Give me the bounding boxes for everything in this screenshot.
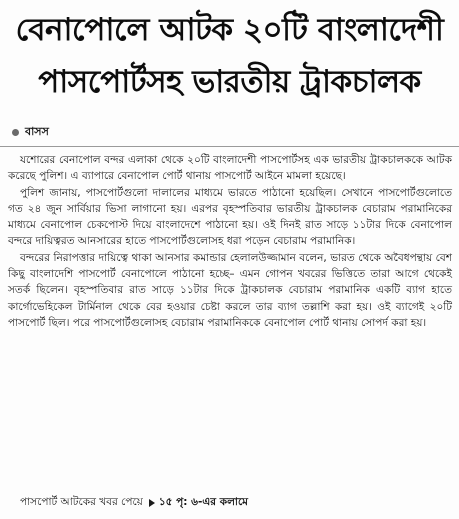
article-body [8,152,452,331]
headline-line-2: পাসপোর্টসহ ভারতীয় ট্রাকচালক [38,64,421,100]
paragraph-1: যশোরের বেনাপোল বন্দর এলাকা থেকে ২০টি বাংলাদেশী পাসপোর্টসহ এক ভারতীয় ট্রাকচালককে আটক করেছে পুলিশ। এ ব্যাপারে বেনাপোল পোর্ট থানায় পাসপোর্ট আইনে মামলা হয়েছে। [8,154,452,183]
arrow-right-icon [149,499,155,507]
divider [0,146,459,147]
byline-source: বাসস [25,124,49,138]
article-last-line [8,494,452,512]
continuation-text: ১৫ পৃ: ৬-এর কলামে [158,495,248,508]
headline-line-1: বেনাপোলে আটক ২০টি বাংলাদেশী [15,12,444,48]
last-line-text: পাসপোর্ট আটকের খবর পেয়ে [20,495,143,508]
byline [12,122,49,142]
paragraph-2: পুলিশ জানায়, পাসপোর্টগুলো দালালের মাধ্যমে ভারতে পাঠানো হয়েছিল। সেখানে পাসপোর্টগুলোতে গত ২৪ জুন সার্বিয়ার ভিসা লাগানো হয়। এরপর বৃহস্পতিবার ভারতীয় ট্রাকচালক বেচারাম পরামানিকের মাধ্যমে বেনাপোল চেকপোস্ট দিয়ে বাংলাদেশে পাঠানো হয়। ওই দিনই রাত সাড়ে ১১টার দিকে বেনাপোল বন্দরে দায়িত্বরত আনসারের হাতে পাসপোর্টগুলোসহ ধরা পড়েন বেচারাম পরামানিক। [8,186,452,248]
continuation-note [149,495,248,512]
paragraph-3: বন্দরের নিরাপত্তার দায়িত্বে থাকা আনসার কমান্ডার হেলালউজ্জামান বলেন, ভারত থেকে অবৈধপন্থায় বেশ কিছু বাংলাদেশি পাসপোর্ট বেনাপোলে পাঠানো হচ্ছে– এমন গোপন খবরের ভিত্তিতে তারা আগে থেকেই সতর্ক ছিলেন। বৃহস্পতিবার রাত সাড়ে ১১টার দিকে ট্রাকচালক বেচারাম পরামানিক একটি ব্যাগ হাতে কার্গোভেহিকেল টার্মিনাল থেকে বের হওয়ার চেষ্টা করলে তার ব্যাগ তল্লাশি করা হয়। ওই ব্যাগেই ২০টি পাসপোর্ট ছিল। পরে পাসপোর্টগুলোসহ বেচারাম পরামানিককে বেনাপোল পোর্ট থানায় সোপর্দ করা হয়। [8,251,452,329]
bullet-icon [12,129,19,136]
